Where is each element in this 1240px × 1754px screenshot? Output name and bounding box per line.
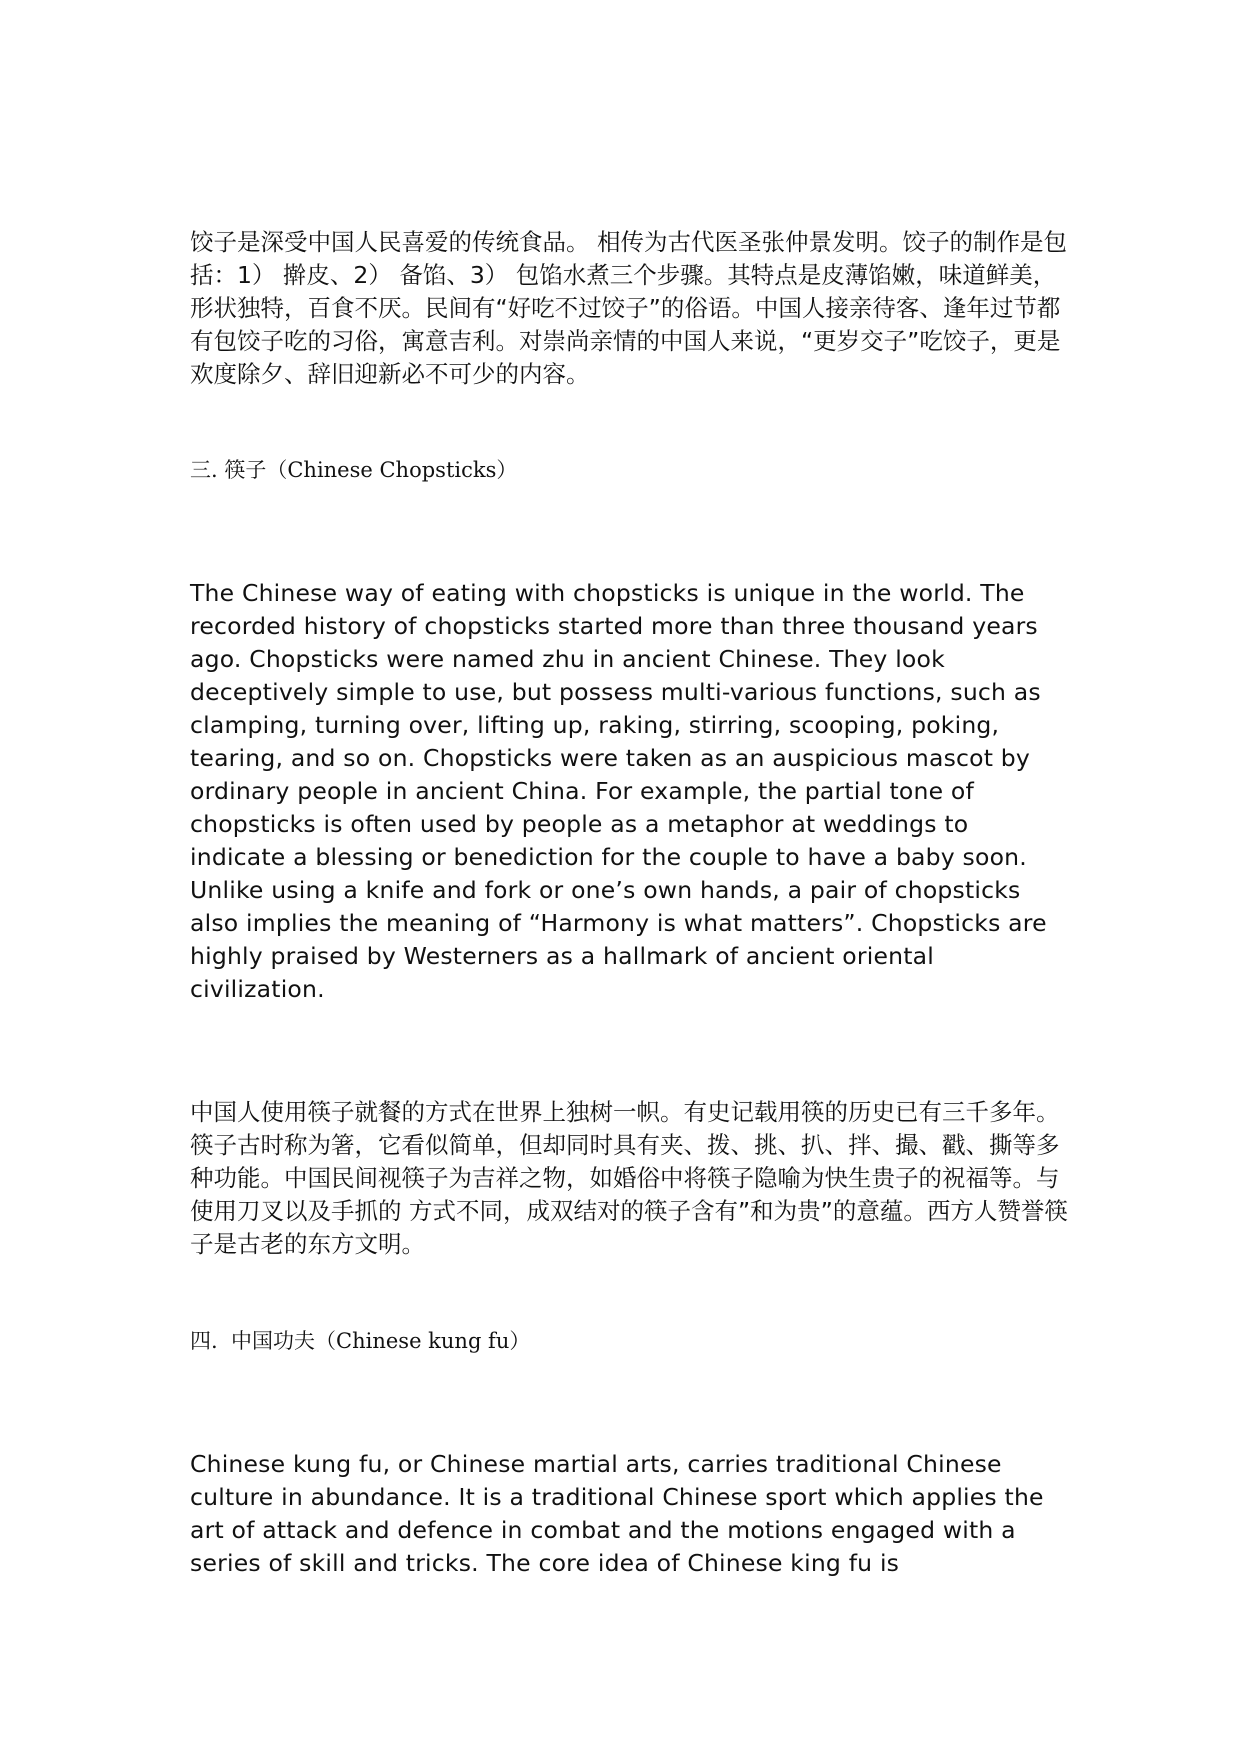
section-3-heading: 三. 筷子（Chinese Chopsticks） xyxy=(190,458,518,482)
section-4-heading: 四. 中国功夫（Chinese kung fu） xyxy=(190,1329,531,1353)
kungfu-paragraph-en: Chinese kung fu, or Chinese martial arts, carries traditional Chinese culture in abundance. It is a traditional Chinese sport which applies the art of attack and defence in combat and the motions engaged with a series of skill and tricks. The core idea of Chinese king fu is xyxy=(190,1450,1044,1577)
dumplings-paragraph-zh: 饺子是深受中国人民喜爱的传统食品。 相传为古代医圣张仲景发明。饺子的制作是包括：1） 擀皮、2） 备馅、3） 包馅水煮三个步骤。其特点是皮薄馅嫩，味道鲜美，形状独特，百食不厌。民间有“好吃不过饺子”的俗语。中国人接亲待客、逢年过节都有包饺子吃的习俗，寓意吉利。对崇尚亲情的中国人来说，“更岁交子”吃饺子，更是欢度除夕、辞旧迎新必不可少的内容。 xyxy=(190,228,1067,388)
chopsticks-paragraph-en: The Chinese way of eating with chopsticks is unique in the world. The recorded history of chopsticks started more than three thousand years ago. Chopsticks were named zhu in ancient Chinese. They look deceptively simple to use, but possess multi-various functions, such as clamping, turning over, lifting up, raking, stirring, scooping, poking, tearing, and so on. Chopsticks were taken as an auspicious mascot by ordinary people in ancient China. For example, the partial tone of chopsticks is often used by people as a metaphor at weddings to indicate a blessing or benediction for the couple to have a baby soon. Unlike using a knife and fork or one’s own hands, a pair of chopsticks also implies the meaning of “Harmony is what matters”. Chopsticks are highly praised by Westerners as a hallmark of ancient oriental civilization. xyxy=(190,579,1047,1003)
chopsticks-paragraph-zh: 中国人使用筷子就餐的方式在世界上独树一帜。有史记载用筷的历史已有三千多年。筷子古时称为箸，它看似简单，但却同时具有夹、拨、挑、扒、拌、撮、戳、撕等多种功能。中国民间视筷子为吉祥之物，如婚俗中将筷子隐喻为快生贵子的祝福等。与使用刀叉以及手抓的 方式不同，成双结对的筷子含有”和为贵”的意蕴。西方人赞誉筷子是古老的东方文明。 xyxy=(190,1098,1068,1258)
